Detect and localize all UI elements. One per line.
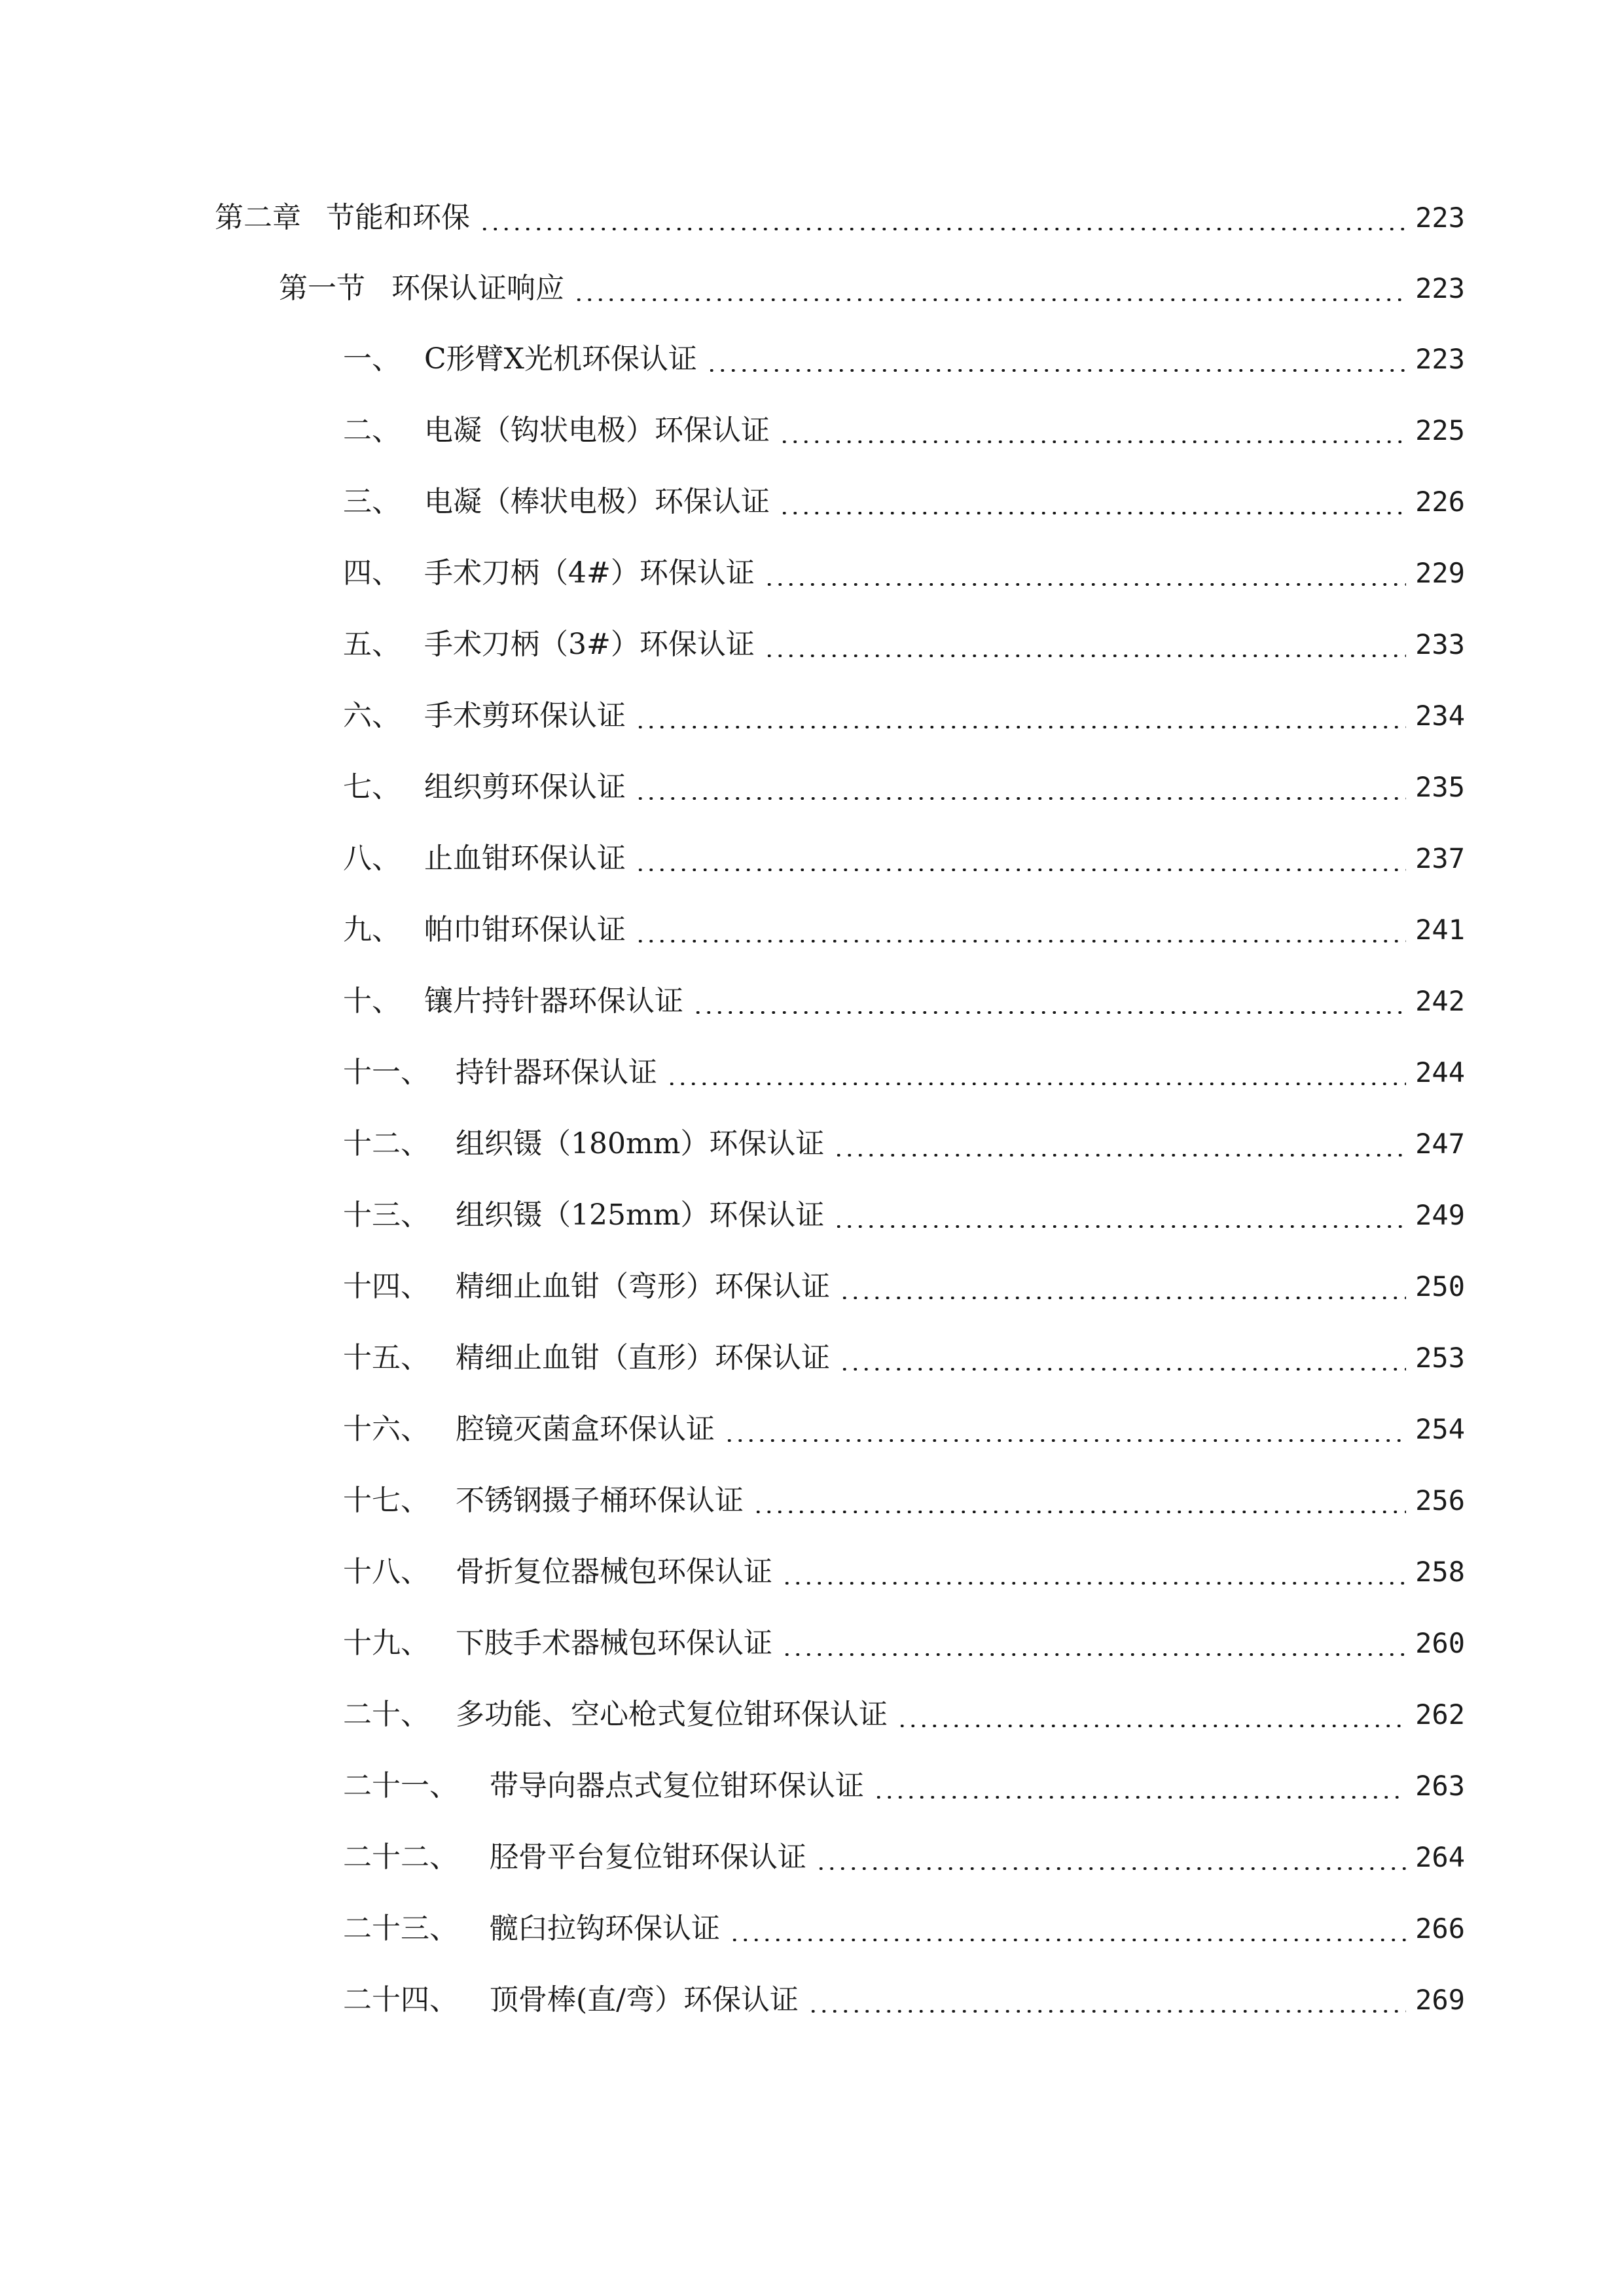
toc-item-entry[interactable] — [343, 1257, 1465, 1316]
toc-dot-leader — [782, 1543, 1406, 1602]
toc-entry-number: 第一节 — [279, 272, 365, 305]
toc-entry-number: 十九、 — [343, 1626, 429, 1660]
toc-entry-number: 七、 — [343, 770, 401, 804]
toc-dot-leader — [833, 1186, 1406, 1245]
toc-dot-leader — [782, 1614, 1406, 1673]
toc-page-number: 241 — [1415, 914, 1465, 946]
toc-dot-leader — [635, 758, 1406, 817]
toc-page-number: 244 — [1415, 1056, 1465, 1088]
toc-entry-number: 二十、 — [343, 1698, 429, 1731]
toc-entry-number: 十八、 — [343, 1555, 429, 1588]
toc-item-entry[interactable] — [343, 972, 1465, 1031]
toc-item-entry[interactable] — [343, 401, 1465, 460]
toc-entry-number: 二、 — [343, 414, 401, 447]
toc-dot-leader — [635, 687, 1406, 745]
toc-entry-number: 四、 — [343, 556, 401, 590]
toc-page-number: 253 — [1415, 1342, 1465, 1374]
toc-entry-title: 胫骨平台复位钳环保认证 — [490, 1840, 806, 1874]
toc-entry-title: 组织镊（180mm）环保认证 — [456, 1127, 825, 1160]
toc-entry-title: 多功能、空心枪式复位钳环保认证 — [456, 1698, 888, 1731]
toc-dot-leader — [816, 1828, 1406, 1887]
toc-dot-leader — [706, 330, 1406, 389]
toc-item-entry[interactable] — [343, 1614, 1465, 1673]
toc-entry-number: 六、 — [343, 699, 401, 732]
toc-page-number: 223 — [1415, 343, 1465, 375]
toc-page-number: 233 — [1415, 628, 1465, 660]
toc-page-number: 250 — [1415, 1270, 1465, 1302]
toc-entry-number: 一、 — [343, 342, 401, 376]
toc-entry-title: 带导向器点式复位钳环保认证 — [490, 1769, 864, 1803]
toc-entry-title: 精细止血钳（直形）环保认证 — [456, 1341, 830, 1374]
toc-entry-number: 二十四、 — [343, 1983, 458, 2017]
toc-dot-leader — [779, 401, 1406, 460]
toc-entry-number: 十六、 — [343, 1412, 429, 1446]
toc-entry-number: 十三、 — [343, 1198, 429, 1232]
toc-chapter-entry[interactable] — [215, 188, 1465, 247]
toc-entry-title: 组织剪环保认证 — [424, 770, 626, 804]
toc-entry-number: 五、 — [343, 628, 401, 661]
toc-entry-number: 十五、 — [343, 1341, 429, 1374]
toc-item-entry[interactable] — [343, 473, 1465, 531]
toc-entry-title: 精细止血钳（弯形）环保认证 — [456, 1270, 830, 1303]
toc-item-entry[interactable] — [343, 1685, 1465, 1744]
toc-item-entry[interactable] — [343, 901, 1465, 960]
toc-item-entry[interactable] — [343, 1186, 1465, 1245]
toc-page-number: 254 — [1415, 1413, 1465, 1445]
toc-entry-title: 环保认证响应 — [391, 272, 564, 305]
toc-page-number: 223 — [1415, 272, 1465, 304]
toc-entry-number: 十一、 — [343, 1056, 429, 1089]
toc-item-entry[interactable] — [343, 1828, 1465, 1887]
toc-entry-title: 电凝（钩状电极）环保认证 — [424, 414, 770, 447]
toc-entry-title: 下肢手术器械包环保认证 — [456, 1626, 772, 1660]
toc-page-number: 262 — [1415, 1698, 1465, 1731]
toc-dot-leader — [729, 1899, 1406, 1958]
toc-page-number: 264 — [1415, 1841, 1465, 1873]
toc-dot-leader — [764, 544, 1406, 603]
toc-page-number: 229 — [1415, 557, 1465, 589]
toc-dot-leader — [693, 972, 1406, 1031]
toc-dot-leader — [724, 1400, 1406, 1459]
toc-item-entry[interactable] — [343, 1043, 1465, 1102]
toc-entry-number: 十四、 — [343, 1270, 429, 1303]
toc-page-number: 269 — [1415, 1984, 1465, 2016]
toc-entry-title: 骨折复位器械包环保认证 — [456, 1555, 772, 1588]
toc-entry-title: 节能和环保 — [326, 201, 470, 234]
toc-dot-leader — [635, 901, 1406, 960]
toc-entry-title: 持针器环保认证 — [456, 1056, 657, 1089]
toc-item-entry[interactable] — [343, 1899, 1465, 1958]
toc-dot-leader — [897, 1685, 1406, 1744]
toc-dot-leader — [635, 829, 1406, 888]
toc-dot-leader — [764, 615, 1406, 674]
toc-entry-title: 不锈钢摄子桶环保认证 — [456, 1484, 744, 1517]
toc-entry-number: 二十三、 — [343, 1912, 458, 1945]
toc-item-entry[interactable] — [343, 615, 1465, 674]
toc-entry-title: 手术刀柄（3#）环保认证 — [424, 628, 755, 661]
toc-item-entry[interactable] — [343, 1971, 1465, 2030]
toc-section-entry[interactable] — [279, 259, 1465, 318]
toc-item-entry[interactable] — [343, 687, 1465, 745]
toc-entry-title: 手术剪环保认证 — [424, 699, 626, 732]
toc-entry-number: 十、 — [343, 984, 401, 1018]
toc-dot-leader — [479, 188, 1406, 247]
toc-item-entry[interactable] — [343, 1471, 1465, 1530]
toc-page-number: 249 — [1415, 1199, 1465, 1231]
toc-entry-number: 九、 — [343, 913, 401, 946]
toc-item-entry[interactable] — [343, 1329, 1465, 1388]
toc-item-entry[interactable] — [343, 1400, 1465, 1459]
toc-dot-leader — [839, 1329, 1406, 1388]
toc-entry-title: 手术刀柄（4#）环保认证 — [424, 556, 755, 590]
toc-item-entry[interactable] — [343, 829, 1465, 888]
toc-dot-leader — [666, 1043, 1406, 1102]
toc-entry-title: 腔镜灭菌盒环保认证 — [456, 1412, 715, 1446]
toc-item-entry[interactable] — [343, 758, 1465, 817]
toc-entry-title: 电凝（棒状电极）环保认证 — [424, 485, 770, 518]
toc-page-number: 266 — [1415, 1912, 1465, 1945]
toc-entry-number: 二十二、 — [343, 1840, 458, 1874]
toc-dot-leader — [753, 1471, 1406, 1530]
toc-entry-number: 十七、 — [343, 1484, 429, 1517]
toc-page-number: 260 — [1415, 1627, 1465, 1659]
toc-page-number: 223 — [1415, 202, 1465, 234]
toc-entry-title: 顶骨棒(直/弯）环保认证 — [490, 1983, 799, 2017]
toc-page-number: 263 — [1415, 1770, 1465, 1802]
toc-entry-number: 二十一、 — [343, 1769, 458, 1803]
toc-page-number: 258 — [1415, 1556, 1465, 1588]
toc-entry-title: 组织镊（125mm）环保认证 — [456, 1198, 825, 1232]
toc-page-number: 235 — [1415, 771, 1465, 803]
toc-item-entry[interactable] — [343, 1115, 1465, 1174]
toc-dot-leader — [873, 1757, 1406, 1816]
toc-dot-leader — [839, 1257, 1406, 1316]
toc-entry-title: 镶片持针器环保认证 — [424, 984, 683, 1018]
toc-dot-leader — [808, 1971, 1406, 2030]
toc-entry-title: C形臂X光机环保认证 — [424, 342, 697, 376]
toc-dot-leader — [779, 473, 1406, 531]
toc-entry-number: 三、 — [343, 485, 401, 518]
toc-item-entry[interactable] — [343, 330, 1465, 389]
toc-entry-number: 八、 — [343, 842, 401, 875]
toc-page-number: 226 — [1415, 486, 1465, 518]
toc-entry-title: 髋臼拉钩环保认证 — [490, 1912, 720, 1945]
toc-dot-leader — [573, 259, 1406, 318]
toc-item-entry[interactable] — [343, 1543, 1465, 1602]
toc-page-number: 247 — [1415, 1128, 1465, 1160]
toc-dot-leader — [833, 1115, 1406, 1174]
toc-entry-title: 止血钳环保认证 — [424, 842, 626, 875]
toc-page-number: 237 — [1415, 842, 1465, 874]
toc-page-number: 256 — [1415, 1484, 1465, 1516]
toc-item-entry[interactable] — [343, 544, 1465, 603]
toc-entry-number: 第二章 — [215, 201, 301, 234]
toc-page-number: 242 — [1415, 985, 1465, 1017]
toc-entry-title: 帕巾钳环保认证 — [424, 913, 626, 946]
toc-page-number: 225 — [1415, 414, 1465, 446]
toc-item-entry[interactable] — [343, 1757, 1465, 1816]
toc-page-number: 234 — [1415, 700, 1465, 732]
toc-entry-number: 十二、 — [343, 1127, 429, 1160]
